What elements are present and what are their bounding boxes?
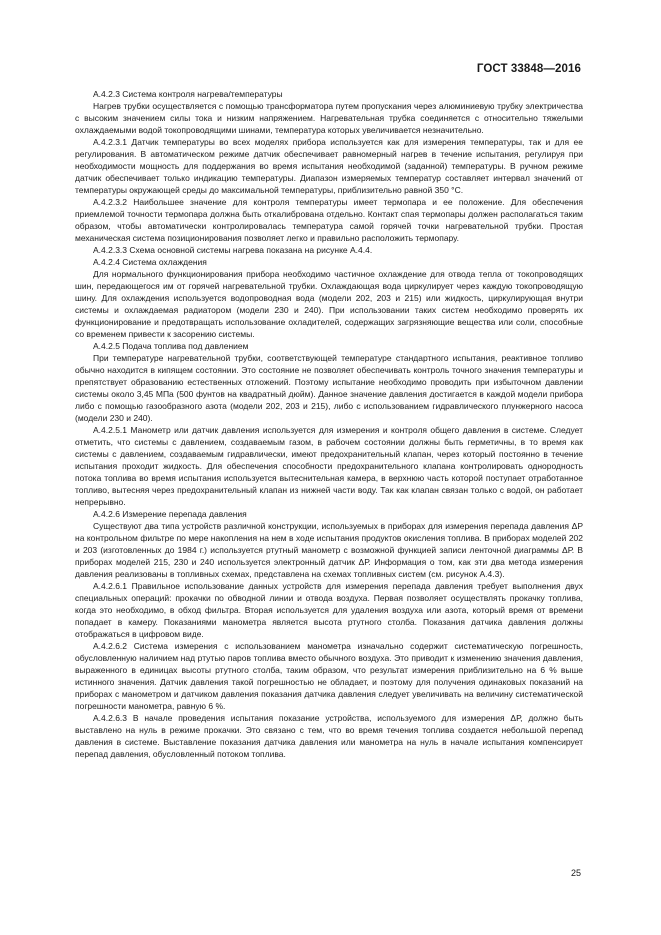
paragraph-a4-2-6-1: А.4.2.6.1 Правильное использование данных устройств для измерения перепада давления требует выполнения двух специальных операций: прокачки по обводной линии и отвода воздуха. Первая позволяет осуществлять прокачку топлива, когда это необходимо, в обход фильтра. Вторая используется для удаления воздуха или азота, который время от времени попадает в камеру. Показаниями манометра является высота ртутного столба. Показания датчика давления должны отображаться в цифровом виде. <box>75 581 583 639</box>
paragraph-a4-2-3-2: А.4.2.3.2 Наибольшее значение для контроля температуры имеет термопара и ее положение. Для обеспечения приемлемой точности термопара должна быть откалибрована отдельно. Контакт спая термопары должен располагаться таким образом, чтобы автоматически контролировалась температура самой горячей точки нагревательной трубки. Простая механическая система позиционирования позволяет легко и правильно расположить термопару. <box>75 197 583 243</box>
paragraph-cooling-description: Для нормального функционирования прибора необходимо частичное охлаждение для отвода тепла от токопроводящих шин, передающегося им от горячей нагревательной трубки. Охлаждающая вода циркулирует через каждую токопроводящую шину. Для охлаждения используется водопроводная вода (модели 202, 203 и 215) или жидкость, циркулирующая внутри системы и охлаждаемая радиатором (модели 230 и 240). При использовании таких систем необходимо проверять их функционирование и предотвращать использование охладителей, содержащих загрязняющие вещества или соли, способные со временем привести к засорению системы. <box>75 269 583 339</box>
paragraph-a4-2-6-3: А.4.2.6.3 В начале проведения испытания показание устройства, используемого для измерения ΔР, должно быть выставлено на нуль в режиме прокачки. Это связано с тем, что во время течения топлива создается небольшой перепад давления в системе. Выставление показания датчика давления или манометра на нуль в начале испытания компенсирует перепад давления, обусловленный потоком топлива. <box>75 713 583 759</box>
paragraph-a4-2-6-2: А.4.2.6.2 Система измерения с использованием манометра изначально содержит систематическую погрешность, обусловленную наличием над ртутью паров топлива вместо обычного воздуха. Это приводит к изменению значения давления, выраженного в единицах высоты ртутного столба, таким образом, что результат измерения приблизительно на 6 % выше истинного значения. Датчик давления такой погрешностью не обладает, и поэтому для получения одинаковых показаний на приборах с манометром и датчиком давления показания датчика давления следует увеличивать на величину систематической погрешности манометра, равную 6 %. <box>75 641 583 711</box>
section-heading-a4-2-5: А.4.2.5 Подача топлива под давлением <box>93 341 249 351</box>
paragraph-pressure-description: При температуре нагревательной трубки, соответствующей температуре стандартного испытания, реактивное топливо обычно находится в кипящем состоянии. Это состояние не позволяет обеспечивать контроль точного значения температуры и препятствует образованию естественных отложений. Поэтому испытание необходимо проводить при избыточном давлении системы около 3,45 МПа (500 фунтов на квадратный дюйм). Данное значение давления достигается в каждой модели прибора либо с помощью газообразного азота (модели 202, 203 и 215), либо с использованием гидравлического плунжерного насоса (модели 230 и 240). <box>75 353 583 423</box>
section-heading-a4-2-4: А.4.2.4 Система охлаждения <box>93 257 207 267</box>
page-number: 25 <box>570 868 581 878</box>
document-code-header: ГОСТ 33848—2016 <box>476 63 581 75</box>
paragraph-dp-description: Существуют два типа устройств различной конструкции, используемых в приборах для измерения перепада давления ΔР на контрольном фильтре по мере накопления на нем в ходе испытания продуктов окисления топлива. В приборах моделей 202 и 203 (изготовленных до 1984 г.) используется ртутный манометр с возможной функцией записи ленточной диаграммы ΔР. В приборах моделей 215, 230 и 240 используется электронный датчик ΔР. Информация о том, как эти два метода измерения давления реализованы в топливных схемах, представлена на схемах топливных систем (см. рисунок А.4.3). <box>75 521 583 579</box>
paragraph-a4-2-3-3: А.4.2.3.3 Схема основной системы нагрева показана на рисунке А.4.4. <box>93 245 373 255</box>
paragraph-a4-2-5-1: А.4.2.5.1 Манометр или датчик давления используется для измерения и контроля общего давления в системе. Следует отметить, что системы с давлением, создаваемым газом, в рабочем состоянии должны быть герметичны, в то время как системы с давлением, создаваемым гидравлически, имеют предохранительный клапан, через который постоянно в течение испытания проходит жидкость. Для обеспечения способности предохранительного клапана контролировать однородность потока топлива во время испытания используется вытеснительная камера, в верхнюю часть которой поступает отработанное топливо, вытесняя через предохранительный клапан из нижней части воду. Так как клапан связан только с водой, он работает непрерывно. <box>75 425 583 507</box>
section-heading-a4-2-6: А.4.2.6 Измерение перепада давления <box>93 509 247 519</box>
document-body <box>75 88 583 760</box>
paragraph-a4-2-3-1: А.4.2.3.1 Датчик температуры во всех моделях прибора используется как для измерения температуры, так и для ее регулирования. В автоматическом режиме датчик обеспечивает равномерный нагрев в течение испытания, регулируя при необходимости мощность для поддержания во время испытания необходимой (заданной) температуры. В ручном режиме датчик обеспечивает только индикацию температуры. Диапазон измеряемых температур составляет интервал значений от температуры окружающей среды до максимальной температуры, приблизительно равной 350 °С. <box>75 137 583 195</box>
section-heading-a4-2-3: А.4.2.3 Система контроля нагрева/температуры <box>93 89 283 99</box>
paragraph-heating-description: Нагрев трубки осуществляется с помощью трансформатора путем пропускания через алюминиевую трубку электричества с высоким значением силы тока и низким напряжением. Нагревательная трубка соединяется с относительно тяжелыми охлаждаемыми водой токопроводящими шинами, температура которых увеличивается незначительно. <box>75 101 583 135</box>
